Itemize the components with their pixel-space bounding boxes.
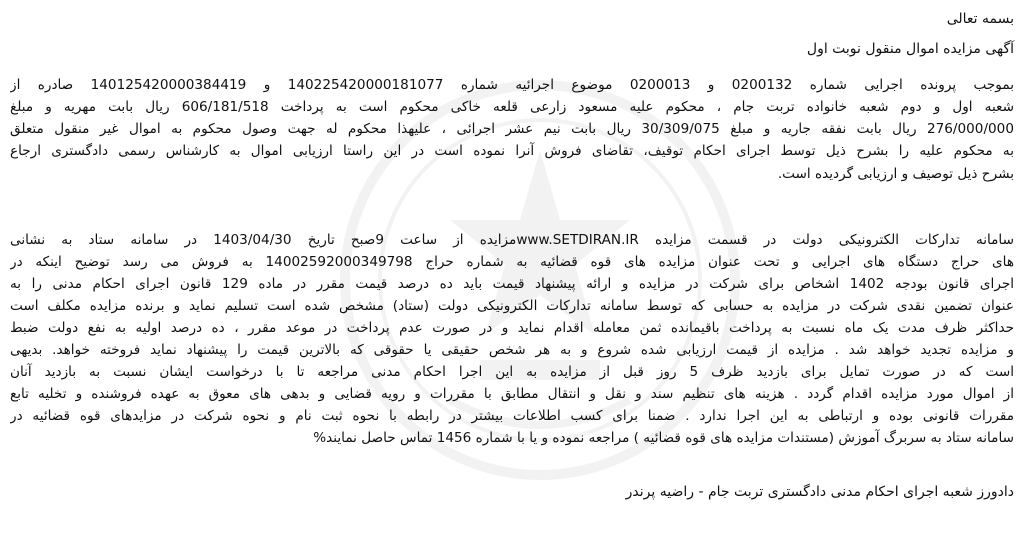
text-line: از اموال مورد مزایده اقدام گردد . هزینه های تنظیم سند و نقل و انتقال مطابق با مقررات و رویه قضایی و بدهی های معوق به عهده فروشنده و تخلیه تابع	[10, 386, 1014, 402]
text-line: 276/000/000 ریال بابت نفقه جاریه و مبلغ 30/309/075 ریال بابت نیم عشر اجرائی ، علیهذا محکوم له جهت وصول محکوم به اموال غیر منقول متعلق	[10, 121, 1014, 137]
text-line: بشرح ذیل توصیف و ارزیابی گردیده است.	[777, 166, 1014, 182]
text-line: بموجب پرونده اجرایی شماره 0200132 و 0200013 موضوع اجرائیه شماره 140225420000181077 و 140125420000384419 صادره از	[10, 77, 1014, 93]
text-line: عنوان تضمین نقدی شرکت در مزایده به حسابی که توسط سامانه تدارکات الکترونیکی دولت (ستاد) مشخص شده است تسلیم نماید و برنده مزایده مکلف است	[10, 298, 1014, 314]
basmala-heading: بسمه تعالی	[946, 11, 1014, 27]
text-line: های حراج دستگاه های اجرایی و تحت عنوان مزایده های قوه قضائیه به شماره حراج 14002592000349798 به فروش می رسد توضیح اینکه در	[10, 254, 1014, 270]
signature-line: دادورز شعبه اجرای احکام مدنی دادگستری تربت جام - راضیه پرندر	[625, 484, 1014, 500]
notice-title: آگهی مزایده اموال منقول نوبت اول	[806, 41, 1014, 57]
text-line: حداکثر ظرف مدت یک ماه نسبت به پرداخت باقیمانده ثمن معامله اقدام نماید و در صورت عدم پرداخت در موعد مقرر ، ده درصد اولیه به نفع دولت ضبط	[10, 320, 1014, 336]
text-line: شعبه اول و دوم شعبه خانواده تربت جام ، محکوم علیه مسعود زارعی قلعه خاکی محکوم است به پرداخت 606/181/518 ریال بابت مهریه و مبلغ	[10, 99, 1014, 115]
text-line: مقررات قانونی بوده و ارتباطی به این اجرا ندارد . ضمنا برای کسب اطلاعات بیشتر در رابطه با نحوه ثبت نام و نحوه شرکت در مزایدهای قوه قضائیه در	[10, 408, 1014, 424]
text-line: سامانه ستاد به سربرگ آموزش (مستندات مزایده های قوه قضائیه ) مراجعه نموده و یا با شماره 1456 تماس حاصل نمایند%	[313, 430, 1014, 446]
text-line: و مزایده تجدید خواهد شد . مزایده از قیمت ارزیابی شده شروع و به هر شخص حقیقی یا حقوقی که بالاترین قیمت را پیشنهاد نماید فروخته خواهد. بدیهی	[10, 342, 1014, 358]
text-line: به محکوم علیه را بشرح ذیل توسط اجرای احکام توقیف، تقاضای فروش آنرا نموده است در این راستا ارزیابی اموال به کارشناس رسمی دادگستری ارجاع	[10, 143, 1014, 159]
text-line: اجرای قانون بودجه 1402 اشخاص برای شرکت در مزایده و ارائه پیشنهاد قیمت باید ده درصد قیمت مقرر در ماده 129 قانون اجرای احکام مدنی را به	[10, 276, 1014, 292]
text-line: است که در صورت تمایل برای بازدید ظرف 5 روز قبل از مزایده به این اجرا احکام مدنی مراجعه تا با درخواست ایشان نسبت به بازدید آنان	[10, 364, 1014, 380]
text-line: سامانه تدارکات الکترونیکی دولت در قسمت مزایده www.SETDIRAN.IRمزایده از ساعت 9صبح تاریخ 1403/04/30 در سامانه ستاد به نشانی	[10, 232, 1014, 248]
